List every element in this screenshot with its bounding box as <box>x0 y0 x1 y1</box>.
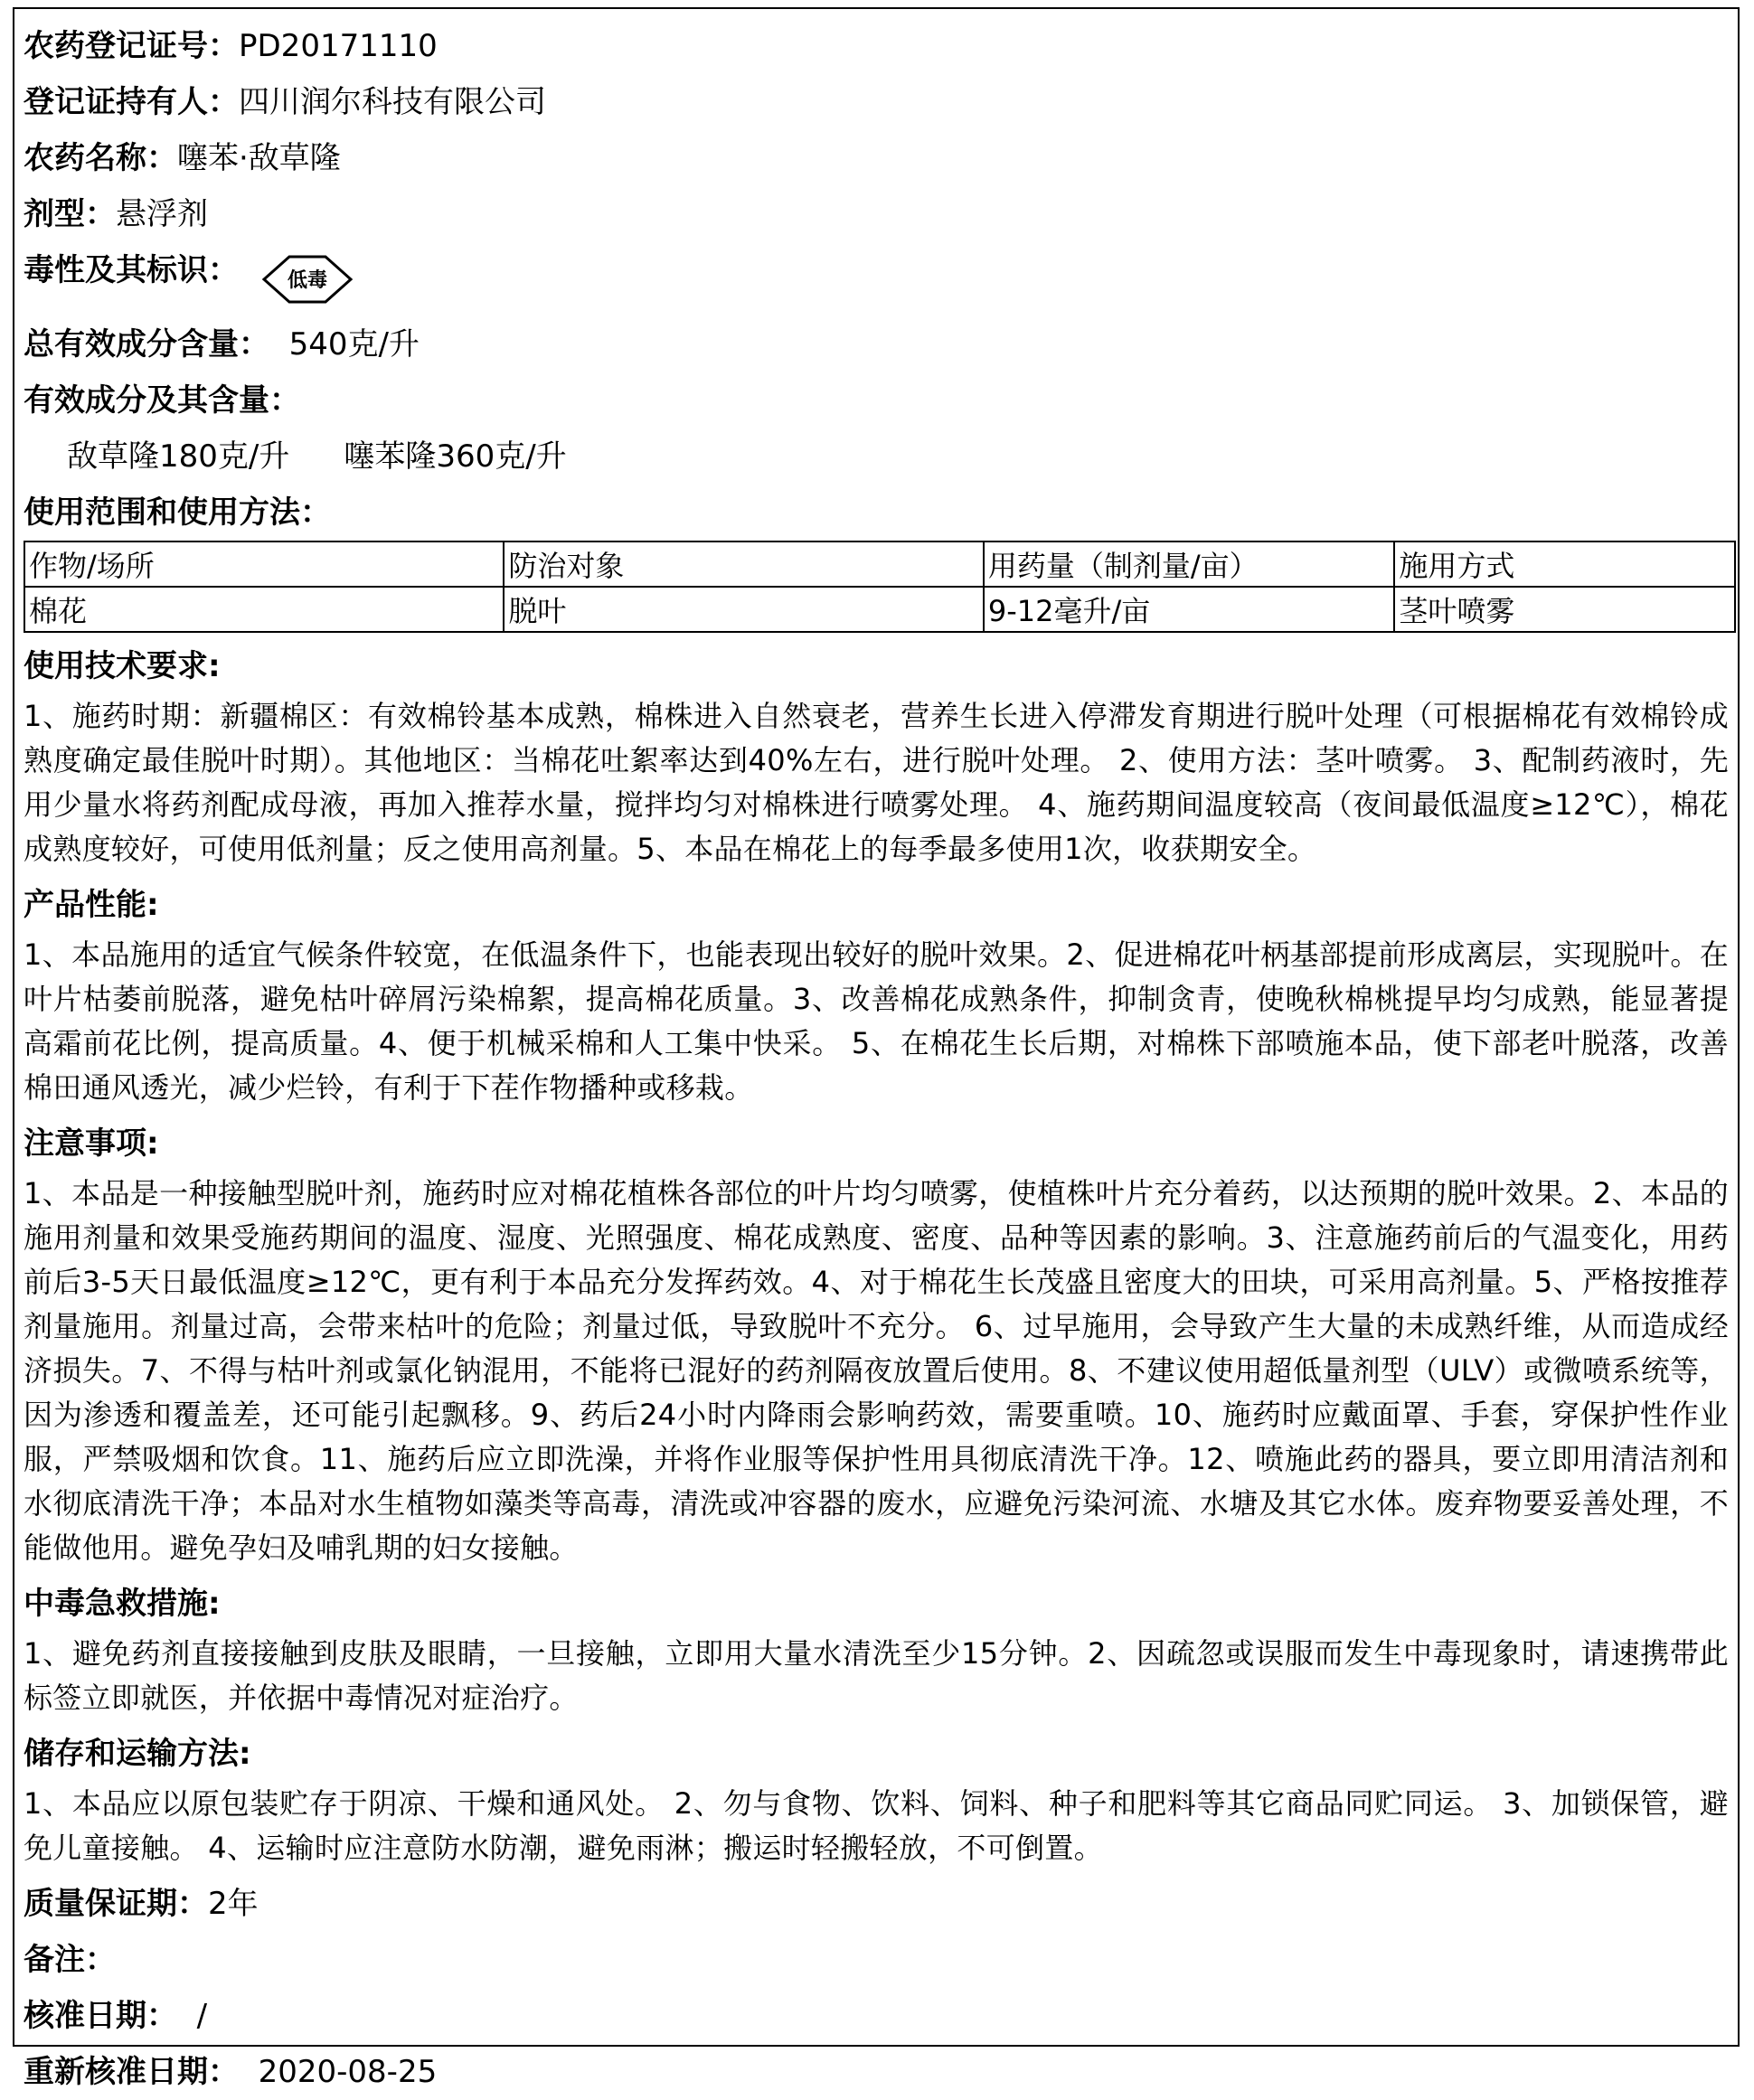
tech-heading <box>24 638 1729 694</box>
formulation-label: 剂型： <box>24 196 116 232</box>
low-toxicity-icon <box>260 253 354 306</box>
remarks-line <box>24 1932 1729 1988</box>
cautions-heading <box>24 1116 1729 1172</box>
name-label: 农药名称： <box>24 140 177 176</box>
toxicity-line <box>24 242 1729 316</box>
total-content-line <box>24 316 1729 372</box>
formulation-value: 悬浮剂 <box>116 196 208 232</box>
performance-label: 产品性能: <box>24 887 159 923</box>
pesticide-label-document <box>13 7 1740 2090</box>
approval-date-value: / <box>196 1998 208 2034</box>
holder-line <box>24 74 1729 130</box>
cautions-text: 1、本品是一种接触型脱叶剂，施药时应对棉花植株各部位的叶片均匀喷雾，使植株叶片充分着药，以达预期的脱叶效果。2、本品的施用剂量和效果受施药期间的温度、湿度、光照强度、棉花成熟度、密度、品种等因素的影响。3、注意施药前后的气温变化，用药前后3-5天日最低温度≥12℃，更有利于本品充分发挥药效。4、对于棉花生长茂盛且密度大的田块，可采用高剂量。5、严格按推荐剂量施用。剂量过高，会带来枯叶的危险；剂量过低，导致脱叶不充分。 6、过早施用，会导致产生大量的未成熟纤维，从而造成经济损失。7、不得与枯叶剂或氯化钠混用，不能将已混好的药剂隔夜放置后使用。8、不建议使用超低量剂型（ULV）或微喷系统等，因为渗透和覆盖差，还可能引起飘移。9、药后24小时内降雨会影响药效，需要重喷。10、施药时应戴面罩、手套，穿保护性作业服，严禁吸烟和饮食。11、施药后应立即洗澡，并将作业服等保护性用具彻底清洗干净。12、喷施此药的器具，要立即用清洁剂和水彻底清洗干净；本品对水生植物如藻类等高毒，清洗或冲容器的废水，应避免污染河流、水塘及其它水体。废弃物要妥善处理，不能做他用。避免孕妇及哺乳期的妇女接触。 <box>24 1176 1729 1565</box>
table-cell: 脱叶 <box>504 587 983 632</box>
approval-date-label: 核准日期： <box>24 1998 177 2034</box>
table-header-cell: 防治对象 <box>504 541 983 587</box>
total-content-value: 540克/升 <box>288 326 420 363</box>
usage-line <box>24 485 1729 541</box>
table-header-cell: 用药量（制剂量/亩） <box>984 541 1395 587</box>
reg-no-line <box>24 18 1729 74</box>
shelf-life-label: 质量保证期： <box>24 1886 208 1922</box>
first-aid-text: 1、避免药剂直接接触到皮肤及眼睛，一旦接触，立即用大量水清洗至少15分钟。2、因疏忽或误服而发生中毒现象时，请速携带此标签立即就医，并依据中毒情况对症治疗。 <box>24 1636 1729 1715</box>
toxicity-label: 毒性及其标识： <box>24 252 239 288</box>
usage-label: 使用范围和使用方法： <box>24 494 331 531</box>
storage-heading <box>24 1726 1729 1782</box>
tech-label: 使用技术要求: <box>24 648 221 684</box>
reg-no-label: 农药登记证号： <box>24 28 239 64</box>
storage-label: 储存和运输方法: <box>24 1736 251 1772</box>
table-cell: 棉花 <box>24 587 504 632</box>
usage-table <box>24 541 1736 633</box>
holder-label: 登记证持有人： <box>24 84 239 120</box>
reapproval-date-value: 2020-08-25 <box>258 2054 438 2090</box>
table-header-cell: 作物/场所 <box>24 541 504 587</box>
table-cell: 茎叶喷雾 <box>1394 587 1735 632</box>
table-header-cell: 施用方式 <box>1394 541 1735 587</box>
reapproval-date-label: 重新核准日期： <box>24 2054 239 2090</box>
cautions-label: 注意事项: <box>24 1125 159 1162</box>
performance-text: 1、本品施用的适宜气候条件较宽，在低温条件下，也能表现出较好的脱叶效果。2、促进棉花叶柄基部提前形成离层，实现脱叶。在叶片枯萎前脱落，避免枯叶碎屑污染棉絮，提高棉花质量。3、改善棉花成熟条件，抑制贪青，使晚秋棉桃提早均匀成熟，能显著提高霜前花比例，提高质量。4、便于机械采棉和人工集中快采。 5、在棉花生长后期，对棉株下部喷施本品，使下部老叶脱落，改善棉田通风透光，减少烂铃，有利于下茬作物播种或移栽。 <box>24 937 1729 1105</box>
table-cell: 9-12毫升/亩 <box>984 587 1395 632</box>
ingredient-item: 敌草隆180克/升 <box>67 438 290 475</box>
first-aid-heading <box>24 1576 1729 1632</box>
shelf-life-line <box>24 1876 1729 1932</box>
first-aid-label: 中毒急救措施: <box>24 1586 221 1622</box>
ingredient-item: 噻苯隆360克/升 <box>344 438 567 475</box>
remarks-label: 备注： <box>24 1942 116 1978</box>
ingredients-label: 有效成分及其含量： <box>24 382 300 419</box>
formulation-line <box>24 186 1729 242</box>
ingredients-list <box>24 428 1729 485</box>
name-value: 噻苯·敌草隆 <box>177 140 341 176</box>
shelf-life-value: 2年 <box>208 1886 259 1922</box>
name-line <box>24 130 1729 186</box>
low-toxicity-icon-text: 低毒 <box>287 268 328 292</box>
ingredients-line <box>24 372 1729 428</box>
tech-text: 1、施药时期：新疆棉区：有效棉铃基本成熟，棉株进入自然衰老，营养生长进入停滞发育期进行脱叶处理（可根据棉花有效棉铃成熟度确定最佳脱叶时期）。其他地区：当棉花吐絮率达到40%左右，进行脱叶处理。 2、使用方法：茎叶喷雾。 3、配制药液时，先用少量水将药剂配成母液，再加入推荐水量，搅拌均匀对棉株进行喷雾处理。 4、施药期间温度较高（夜间最低温度≥12℃），棉花成熟度较好，可使用低剂量；反之使用高剂量。5、本品在棉花上的每季最多使用1次，收获期安全。 <box>24 699 1729 866</box>
total-content-label: 总有效成分含量： <box>24 326 269 363</box>
reg-no-value: PD20171110 <box>239 28 438 64</box>
performance-heading <box>24 877 1729 933</box>
table-row <box>24 587 1735 632</box>
reapproval-date-line <box>24 2044 1729 2100</box>
holder-value: 四川润尔科技有限公司 <box>239 84 546 120</box>
storage-text: 1、本品应以原包装贮存于阴凉、干燥和通风处。 2、勿与食物、饮料、饲料、种子和肥料等其它商品同贮同运。 3、加锁保管，避免儿童接触。 4、运输时应注意防水防潮，避免雨淋；搬运时轻搬轻放，不可倒置。 <box>24 1786 1729 1865</box>
table-header-row <box>24 541 1735 587</box>
approval-date-line <box>24 1988 1729 2044</box>
